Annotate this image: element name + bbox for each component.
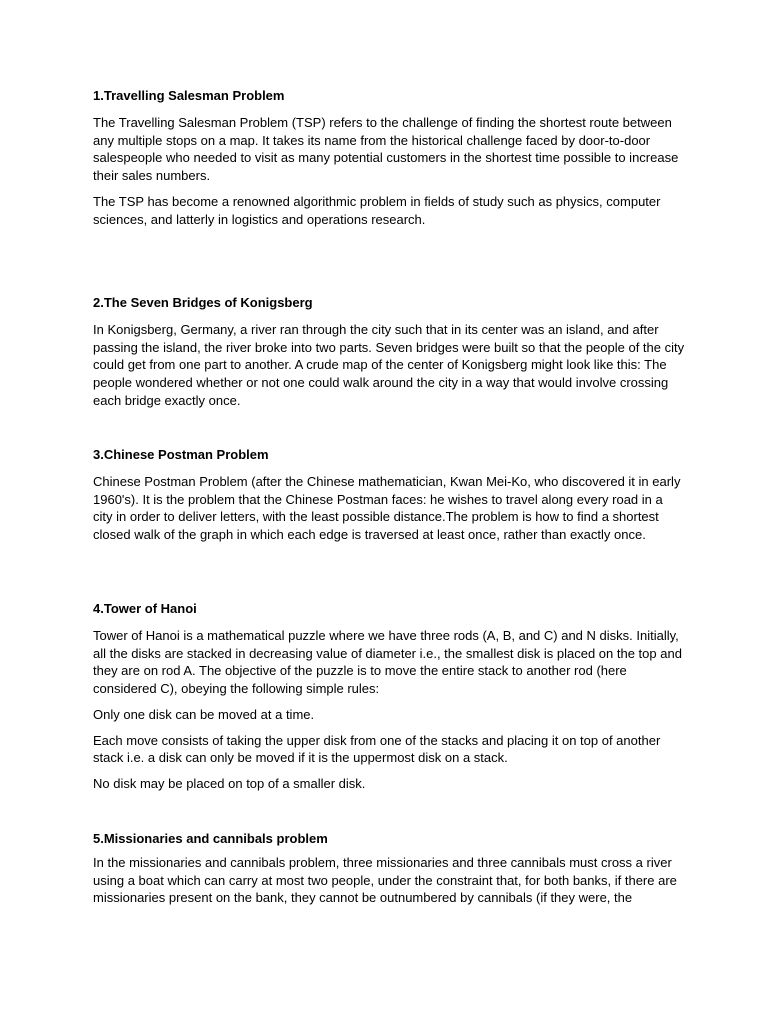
section-heading: 2.The Seven Bridges of Konigsberg [93,295,313,310]
section-paragraph: The TSP has become a renowned algorithmic problem in fields of study such as physics, computer sciences, and latterly in logistics and operations research. [93,193,661,227]
section-heading: 5.Missionaries and cannibals problem [93,831,328,846]
section-paragraph: Chinese Postman Problem (after the Chinese mathematician, Kwan Mei-Ko, who discovered it in early 1960's). It is the problem that the Chinese Postman faces: he wishes to travel along every road in a city in order to deliver letters, with the least possible distance.The problem is how to find a shortest closed walk of the graph in which each edge is traversed at least once, rather than exactly once. [93,474,681,543]
section-paragraph: Tower of Hanoi is a mathematical puzzle where we have three rods (A, B, and C) and N disks. Initially, all the disks are stacked in decreasing value of diameter i.e., the smallest disk is placed on the top and they are on rod A. The objective of the puzzle is to move the entire stack to another rod (here considered C), obeying the following simple rules: [93,628,682,697]
section-seven-bridges [93,294,685,418]
section-heading: 3.Chinese Postman Problem [93,447,269,462]
section-heading: 4.Tower of Hanoi [93,601,197,616]
section-chinese-postman [93,446,685,552]
section-paragraph: No disk may be placed on top of a smaller disk. [93,775,366,791]
section-missionaries-cannibals [93,830,685,915]
section-heading: 1.Travelling Salesman Problem [93,88,285,103]
section-travelling-salesman [93,87,685,236]
section-paragraph: In Konigsberg, Germany, a river ran through the city such that in its center was an island, and after passing the island, the river broke into two parts. Seven bridges were built so that the people of the city could get from one part to another. A crude map of the center of Konigsberg might look like this: The people wondered whether or not one could walk around the city in a way that would involve crossing each bridge exactly once. [93,322,685,408]
section-paragraph: Each move consists of taking the upper disk from one of the stacks and placing it on top of another stack i.e. a disk can only be moved if it is the uppermost disk on a stack. [93,732,661,766]
section-paragraph: The Travelling Salesman Problem (TSP) refers to the challenge of finding the shortest route between any multiple stops on a map. It takes its name from the historical challenge faced by door-to-door salespeople who needed to visit as many potential customers in the shortest time possible to increase their sales numbers. [93,115,679,184]
section-paragraph: Only one disk can be moved at a time. [93,706,315,722]
section-paragraph: In the missionaries and cannibals problem, three missionaries and three cannibals must cross a river using a boat which can carry at most two people, under the constraint that, for both banks, if there are missionaries present on the bank, they cannot be outnumbered by cannibals (if they were, the [93,855,677,906]
section-tower-of-hanoi [93,600,685,801]
